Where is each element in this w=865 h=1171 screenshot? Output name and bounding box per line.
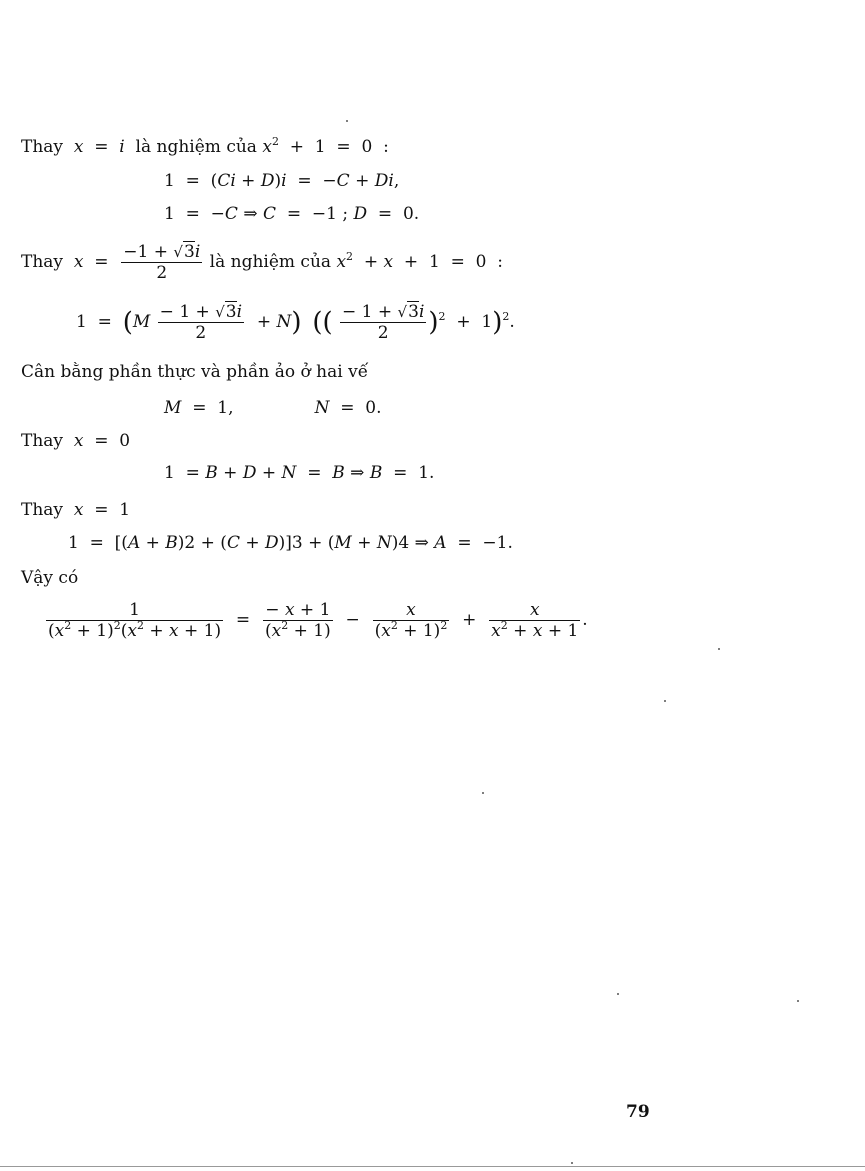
- fraction: $\frac{x}{x^2 + x + 1}$: [491, 600, 579, 641]
- equation-line: 1 = −C ⇒ C = −1 ; D = 0.: [164, 204, 420, 224]
- thay-word: Thay: [21, 431, 64, 451]
- page-number: 79: [626, 1102, 650, 1122]
- thay-word: Thay: [21, 500, 64, 520]
- fraction: $\frac{x}{(x^2 + 1)^2}$: [374, 600, 448, 641]
- final-identity: $\frac{1}{(x^2 + 1)^2(x^2 + x + 1)}$ = $\frac{- x + 1}{(x^2 + 1)}$ − $\frac{x}{(x^2 + 1)^2}$ + $\frac{x}{x^2 + x + 1}$ .: [48, 600, 588, 641]
- scan-speck: [797, 1000, 799, 1002]
- fraction: $\frac{- 1 + √3i}{2}$: [342, 302, 425, 343]
- equation-line: 1 = (Ci + D)i = −C + Di,: [164, 171, 400, 191]
- scan-speck: [617, 993, 619, 995]
- balance-text: Cân bằng phần thực và phần ảo ở hai vế: [21, 362, 369, 382]
- substitution-line-3: Thay x = 0: [21, 431, 131, 451]
- equation-line: M = 1, N = 0.: [164, 398, 382, 418]
- equation-line: 1 = [(A + B)2 + (C + D)]3 + (M + N)4 ⇒ A = −1.: [68, 533, 513, 553]
- thay-word: Thay: [21, 252, 64, 272]
- substitution-line-1: Thay x = i là nghiệm của $x^2 + 1 = 0$ :: [21, 135, 389, 157]
- fraction: $\frac{-1 + √3i}{2}$: [123, 242, 201, 283]
- conclusion-text: Vậy có: [21, 568, 79, 588]
- fraction: $\frac{1}{(x^2 + 1)^2(x^2 + x + 1)}$: [48, 600, 222, 641]
- scan-speck: [664, 700, 666, 702]
- equation-line: 1 = B + D + N = B ⇒ B = 1.: [164, 463, 435, 483]
- substitution-line-2: Thay x = $\frac{-1 + √3i}{2}$ là nghiệm của $x^2 + x + 1 = 0$ :: [21, 242, 503, 283]
- nghiem-phrase: là nghiệm của: [135, 137, 257, 157]
- scan-speck: [571, 1162, 573, 1164]
- equation-line: 1 = (M $\frac{- 1 + √3i}{2}$ + N) (( $\frac{- 1 + √3i}{2}$ )$^2$ + 1)$^2$.: [76, 302, 515, 343]
- fraction: $\frac{- 1 + √3i}{2}$: [159, 302, 243, 343]
- thay-word: Thay: [21, 137, 64, 157]
- scan-speck: [346, 120, 348, 122]
- fraction: $\frac{- x + 1}{(x^2 + 1)}$: [264, 600, 331, 641]
- page-edge: [0, 1166, 865, 1167]
- scan-speck: [482, 792, 484, 794]
- nghiem-phrase: là nghiệm của: [209, 252, 332, 272]
- substitution-line-4: Thay x = 1: [21, 500, 131, 520]
- scan-speck: [718, 648, 720, 650]
